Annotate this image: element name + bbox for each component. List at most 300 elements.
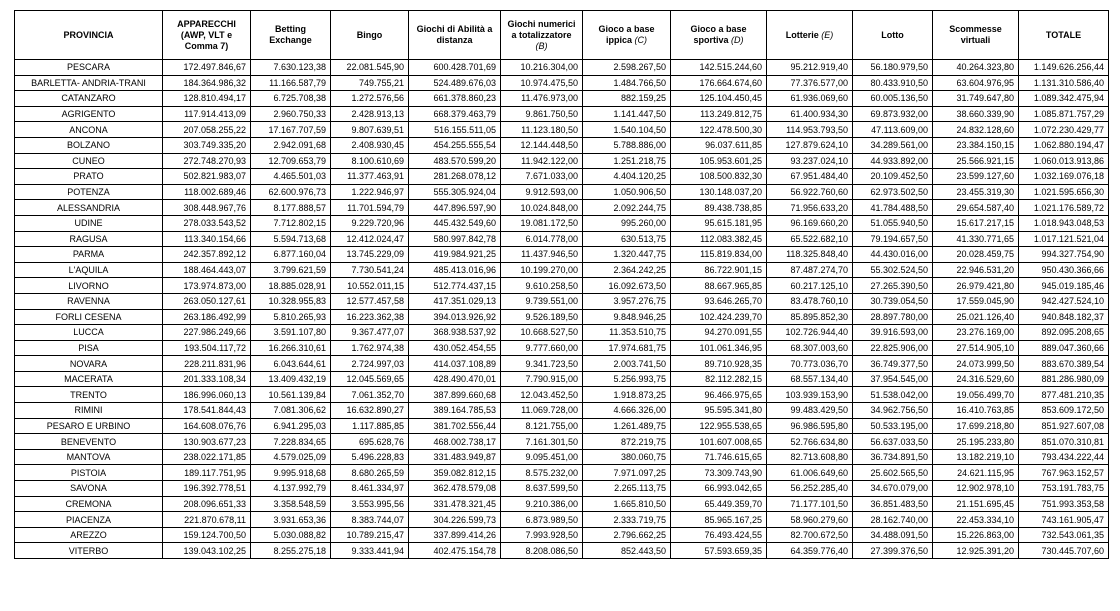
cell-lotto: 80.433.910,50 <box>853 75 933 91</box>
column-header-betting-exchange <box>251 11 331 60</box>
cell-bingo: 749.755,21 <box>331 75 409 91</box>
table-row <box>15 371 1109 387</box>
cell-giochi-abilita: 368.938.537,92 <box>409 325 501 341</box>
cell-giochi-abilita: 331.478.321,45 <box>409 496 501 512</box>
data-table-container <box>14 10 1108 559</box>
cell-apparecchi: 189.117.751,95 <box>163 465 251 481</box>
cell-lotterie: 52.766.634,80 <box>767 434 853 450</box>
cell-totale: 751.993.353,58 <box>1019 496 1109 512</box>
cell-gioco-ippica: 4.666.326,00 <box>583 403 671 419</box>
cell-scommesse-virtuali: 23.455.319,30 <box>933 184 1019 200</box>
cell-apparecchi: 272.748.270,93 <box>163 153 251 169</box>
cell-apparecchi: 178.541.844,43 <box>163 403 251 419</box>
cell-lotterie: 61.936.069,60 <box>767 91 853 107</box>
cell-lotterie: 60.217.125,10 <box>767 278 853 294</box>
table-row <box>15 200 1109 216</box>
cell-gioco-sportiva: 113.249.812,75 <box>671 106 767 122</box>
cell-provincia: NOVARA <box>15 356 163 372</box>
cell-apparecchi: 303.749.335,20 <box>163 137 251 153</box>
cell-apparecchi: 128.810.494,17 <box>163 91 251 107</box>
cell-gioco-sportiva: 66.993.042,65 <box>671 481 767 497</box>
cell-lotto: 69.873.932,00 <box>853 106 933 122</box>
cell-apparecchi: 184.364.986,32 <box>163 75 251 91</box>
column-header-scommesse-virtuali <box>933 11 1019 60</box>
cell-betting-exchange: 2.942.091,68 <box>251 137 331 153</box>
cell-totale: 1.149.626.256,44 <box>1019 60 1109 76</box>
column-header-label: Gioco a base ippica <box>598 24 655 45</box>
cell-provincia: PESARO E URBINO <box>15 418 163 434</box>
cell-betting-exchange: 62.600.976,73 <box>251 184 331 200</box>
cell-lotto: 34.289.561,00 <box>853 137 933 153</box>
cell-totale: 851.070.310,81 <box>1019 434 1109 450</box>
cell-betting-exchange: 8.255.275,18 <box>251 543 331 559</box>
cell-betting-exchange: 7.712.802,15 <box>251 215 331 231</box>
cell-gioco-ippica: 882.159,25 <box>583 91 671 107</box>
cell-giochi-numerici: 8.208.086,50 <box>501 543 583 559</box>
cell-provincia: PESCARA <box>15 60 163 76</box>
cell-lotto: 50.533.195,00 <box>853 418 933 434</box>
cell-provincia: LUCCA <box>15 325 163 341</box>
cell-lotto: 22.825.906,00 <box>853 340 933 356</box>
cell-giochi-abilita: 580.997.842,78 <box>409 231 501 247</box>
cell-scommesse-virtuali: 21.151.695,45 <box>933 496 1019 512</box>
cell-giochi-numerici: 6.873.989,50 <box>501 512 583 528</box>
cell-giochi-numerici: 9.861.750,50 <box>501 106 583 122</box>
cell-lotto: 56.637.033,50 <box>853 434 933 450</box>
cell-lotterie: 87.487.274,70 <box>767 262 853 278</box>
table-row <box>15 325 1109 341</box>
cell-lotto: 34.962.756,50 <box>853 403 933 419</box>
cell-betting-exchange: 16.266.310,61 <box>251 340 331 356</box>
cell-gioco-sportiva: 85.965.167,25 <box>671 512 767 528</box>
table-row <box>15 231 1109 247</box>
column-header-label: Betting Exchange <box>269 24 312 45</box>
cell-lotterie: 82.700.672,50 <box>767 527 853 543</box>
cell-bingo: 2.428.913,13 <box>331 106 409 122</box>
cell-scommesse-virtuali: 63.604.976,95 <box>933 75 1019 91</box>
cell-provincia: PARMA <box>15 247 163 263</box>
cell-gioco-sportiva: 88.667.965,85 <box>671 278 767 294</box>
cell-lotterie: 118.325.848,40 <box>767 247 853 263</box>
cell-lotterie: 95.212.919,40 <box>767 60 853 76</box>
cell-betting-exchange: 3.931.653,36 <box>251 512 331 528</box>
cell-giochi-abilita: 512.774.437,15 <box>409 278 501 294</box>
table-row <box>15 434 1109 450</box>
cell-provincia: PISTOIA <box>15 465 163 481</box>
cell-gioco-sportiva: 101.061.346,95 <box>671 340 767 356</box>
cell-lotto: 34.670.079,00 <box>853 481 933 497</box>
table-row <box>15 418 1109 434</box>
cell-bingo: 9.367.477,07 <box>331 325 409 341</box>
cell-scommesse-virtuali: 16.410.763,85 <box>933 403 1019 419</box>
cell-gioco-ippica: 2.003.741,50 <box>583 356 671 372</box>
cell-giochi-numerici: 8.121.755,00 <box>501 418 583 434</box>
column-header-label: APPARECCHI (AWP, VLT e Comma 7) <box>177 18 236 51</box>
cell-scommesse-virtuali: 23.276.169,00 <box>933 325 1019 341</box>
cell-provincia: TRENTO <box>15 387 163 403</box>
cell-scommesse-virtuali: 25.021.126,40 <box>933 309 1019 325</box>
cell-scommesse-virtuali: 20.028.459,75 <box>933 247 1019 263</box>
cell-bingo: 8.383.744,07 <box>331 512 409 528</box>
cell-gioco-sportiva: 115.819.834,00 <box>671 247 767 263</box>
cell-bingo: 7.730.541,24 <box>331 262 409 278</box>
cell-bingo: 8.461.334,97 <box>331 481 409 497</box>
cell-scommesse-virtuali: 19.056.499,70 <box>933 387 1019 403</box>
table-row <box>15 403 1109 419</box>
cell-bingo: 2.724.997,03 <box>331 356 409 372</box>
cell-betting-exchange: 7.630.123,38 <box>251 60 331 76</box>
cell-betting-exchange: 3.358.548,59 <box>251 496 331 512</box>
column-header-lotterie <box>767 11 853 60</box>
cell-lotterie: 96.986.595,80 <box>767 418 853 434</box>
cell-gioco-ippica: 995.260,00 <box>583 215 671 231</box>
cell-lotterie: 68.307.003,60 <box>767 340 853 356</box>
column-header-note: (B) <box>535 40 548 51</box>
cell-provincia: BENEVENTO <box>15 434 163 450</box>
column-header-note: (C) <box>634 35 648 45</box>
cell-totale: 940.848.182,37 <box>1019 309 1109 325</box>
cell-apparecchi: 188.464.443,07 <box>163 262 251 278</box>
table-row <box>15 75 1109 91</box>
cell-gioco-ippica: 5.256.993,75 <box>583 371 671 387</box>
table-row <box>15 293 1109 309</box>
table-row <box>15 496 1109 512</box>
cell-gioco-sportiva: 82.112.282,15 <box>671 371 767 387</box>
cell-apparecchi: 164.608.076,76 <box>163 418 251 434</box>
column-header-lotto <box>853 11 933 60</box>
cell-lotterie: 114.953.793,50 <box>767 122 853 138</box>
column-header-label: Giochi di Abilità a distanza <box>416 24 493 45</box>
cell-lotterie: 85.895.852,30 <box>767 309 853 325</box>
cell-totale: 883.670.389,54 <box>1019 356 1109 372</box>
cell-provincia: MANTOVA <box>15 449 163 465</box>
cell-betting-exchange: 18.885.028,91 <box>251 278 331 294</box>
cell-totale: 945.019.185,46 <box>1019 278 1109 294</box>
table-row <box>15 387 1109 403</box>
cell-giochi-abilita: 445.432.549,60 <box>409 215 501 231</box>
cell-giochi-numerici: 7.671.033,00 <box>501 169 583 185</box>
cell-bingo: 13.745.229,09 <box>331 247 409 263</box>
table-row <box>15 278 1109 294</box>
cell-giochi-numerici: 9.210.386,00 <box>501 496 583 512</box>
cell-totale: 1.131.310.586,40 <box>1019 75 1109 91</box>
cell-betting-exchange: 6.043.644,61 <box>251 356 331 372</box>
cell-gioco-ippica: 380.060,75 <box>583 449 671 465</box>
cell-provincia: PIACENZA <box>15 512 163 528</box>
cell-scommesse-virtuali: 24.073.999,50 <box>933 356 1019 372</box>
cell-scommesse-virtuali: 25.566.921,15 <box>933 153 1019 169</box>
cell-giochi-numerici: 9.912.593,00 <box>501 184 583 200</box>
cell-giochi-abilita: 387.899.660,68 <box>409 387 501 403</box>
cell-giochi-abilita: 600.428.701,69 <box>409 60 501 76</box>
cell-gioco-ippica: 7.971.097,25 <box>583 465 671 481</box>
cell-bingo: 8.680.265,59 <box>331 465 409 481</box>
cell-giochi-numerici: 9.610.258,50 <box>501 278 583 294</box>
column-header-label: Giochi numerici a totalizzatore <box>507 18 576 40</box>
cell-lotto: 79.194.657,50 <box>853 231 933 247</box>
cell-totale: 950.430.366,66 <box>1019 262 1109 278</box>
table-row <box>15 465 1109 481</box>
cell-giochi-numerici: 10.668.527,50 <box>501 325 583 341</box>
cell-apparecchi: 308.448.967,76 <box>163 200 251 216</box>
cell-scommesse-virtuali: 17.559.045,90 <box>933 293 1019 309</box>
cell-betting-exchange: 10.561.139,84 <box>251 387 331 403</box>
column-header-note: (E) <box>821 29 834 40</box>
cell-lotto: 41.784.488,50 <box>853 200 933 216</box>
cell-scommesse-virtuali: 15.617.217,15 <box>933 215 1019 231</box>
cell-provincia: RAGUSA <box>15 231 163 247</box>
cell-bingo: 16.223.362,38 <box>331 309 409 325</box>
cell-gioco-sportiva: 102.424.239,70 <box>671 309 767 325</box>
cell-lotterie: 102.726.944,40 <box>767 325 853 341</box>
cell-bingo: 1.222.946,97 <box>331 184 409 200</box>
cell-gioco-sportiva: 112.083.382,45 <box>671 231 767 247</box>
cell-giochi-abilita: 661.378.860,23 <box>409 91 501 107</box>
table-row <box>15 184 1109 200</box>
cell-giochi-numerici: 8.637.599,50 <box>501 481 583 497</box>
cell-provincia: VITERBO <box>15 543 163 559</box>
cell-gioco-ippica: 872.219,75 <box>583 434 671 450</box>
cell-gioco-ippica: 4.404.120,25 <box>583 169 671 185</box>
cell-gioco-sportiva: 71.746.615,65 <box>671 449 767 465</box>
cell-scommesse-virtuali: 23.384.150,15 <box>933 137 1019 153</box>
column-header-totale <box>1019 11 1109 60</box>
table-header <box>15 11 1109 60</box>
table-row <box>15 91 1109 107</box>
cell-giochi-abilita: 555.305.924,04 <box>409 184 501 200</box>
cell-gioco-sportiva: 94.270.091,55 <box>671 325 767 341</box>
cell-scommesse-virtuali: 25.195.233,80 <box>933 434 1019 450</box>
cell-totale: 732.543.061,35 <box>1019 527 1109 543</box>
cell-provincia: L'AQUILA <box>15 262 163 278</box>
cell-totale: 889.047.360,66 <box>1019 340 1109 356</box>
table-row <box>15 60 1109 76</box>
cell-gioco-ippica: 1.320.447,75 <box>583 247 671 263</box>
cell-bingo: 22.081.545,90 <box>331 60 409 76</box>
cell-giochi-abilita: 414.037.108,89 <box>409 356 501 372</box>
cell-betting-exchange: 5.030.088,82 <box>251 527 331 543</box>
cell-gioco-sportiva: 76.493.424,55 <box>671 527 767 543</box>
cell-apparecchi: 238.022.171,85 <box>163 449 251 465</box>
cell-betting-exchange: 11.166.587,79 <box>251 75 331 91</box>
cell-totale: 753.191.783,75 <box>1019 481 1109 497</box>
cell-gioco-sportiva: 95.595.341,80 <box>671 403 767 419</box>
cell-provincia: LIVORNO <box>15 278 163 294</box>
cell-lotto: 60.005.136,50 <box>853 91 933 107</box>
cell-scommesse-virtuali: 24.621.115,95 <box>933 465 1019 481</box>
cell-lotterie: 56.922.760,60 <box>767 184 853 200</box>
cell-scommesse-virtuali: 26.979.421,80 <box>933 278 1019 294</box>
cell-gioco-ippica: 16.092.673,50 <box>583 278 671 294</box>
table-row <box>15 262 1109 278</box>
cell-lotto: 36.749.377,50 <box>853 356 933 372</box>
cell-provincia: RAVENNA <box>15 293 163 309</box>
cell-totale: 1.089.342.475,94 <box>1019 91 1109 107</box>
column-header-bingo <box>331 11 409 60</box>
cell-lotterie: 82.713.608,80 <box>767 449 853 465</box>
cell-totale: 853.609.172,50 <box>1019 403 1109 419</box>
cell-giochi-numerici: 12.144.448,50 <box>501 137 583 153</box>
cell-gioco-ippica: 9.848.946,25 <box>583 309 671 325</box>
cell-gioco-sportiva: 73.309.743,90 <box>671 465 767 481</box>
cell-bingo: 12.412.024,47 <box>331 231 409 247</box>
cell-gioco-ippica: 1.665.810,50 <box>583 496 671 512</box>
cell-scommesse-virtuali: 12.902.978,10 <box>933 481 1019 497</box>
column-header-apparecchi <box>163 11 251 60</box>
cell-gioco-sportiva: 96.037.611,85 <box>671 137 767 153</box>
cell-lotterie: 56.252.285,40 <box>767 481 853 497</box>
cell-apparecchi: 208.096.651,33 <box>163 496 251 512</box>
cell-giochi-numerici: 7.161.301,50 <box>501 434 583 450</box>
cell-apparecchi: 159.124.700,50 <box>163 527 251 543</box>
cell-scommesse-virtuali: 38.660.339,90 <box>933 106 1019 122</box>
cell-apparecchi: 278.033.543,52 <box>163 215 251 231</box>
cell-scommesse-virtuali: 27.514.905,10 <box>933 340 1019 356</box>
cell-lotterie: 103.939.153,90 <box>767 387 853 403</box>
table-row <box>15 356 1109 372</box>
cell-provincia: BARLETTA- ANDRIA-TRANI <box>15 75 163 91</box>
cell-provincia: ALESSANDRIA <box>15 200 163 216</box>
cell-giochi-numerici: 9.777.660,00 <box>501 340 583 356</box>
cell-totale: 942.427.524,10 <box>1019 293 1109 309</box>
table-row <box>15 137 1109 153</box>
table-row <box>15 122 1109 138</box>
cell-lotto: 20.109.452,50 <box>853 169 933 185</box>
column-header-giochi-abilita <box>409 11 501 60</box>
cell-apparecchi: 242.357.892,12 <box>163 247 251 263</box>
cell-gioco-sportiva: 95.615.181,95 <box>671 215 767 231</box>
cell-scommesse-virtuali: 22.453.334,10 <box>933 512 1019 528</box>
table-row <box>15 309 1109 325</box>
cell-scommesse-virtuali: 41.330.771,65 <box>933 231 1019 247</box>
cell-apparecchi: 118.002.689,46 <box>163 184 251 200</box>
cell-gioco-ippica: 1.261.489,75 <box>583 418 671 434</box>
cell-giochi-numerici: 10.216.304,00 <box>501 60 583 76</box>
cell-bingo: 5.496.228,83 <box>331 449 409 465</box>
header-row <box>15 11 1109 60</box>
table-row <box>15 169 1109 185</box>
cell-bingo: 12.045.569,65 <box>331 371 409 387</box>
cell-giochi-numerici: 9.341.723,50 <box>501 356 583 372</box>
cell-totale: 743.161.905,47 <box>1019 512 1109 528</box>
cell-bingo: 11.701.594,79 <box>331 200 409 216</box>
cell-bingo: 3.553.995,56 <box>331 496 409 512</box>
cell-totale: 881.286.980,09 <box>1019 371 1109 387</box>
cell-lotterie: 65.522.682,10 <box>767 231 853 247</box>
cell-gioco-ippica: 2.333.719,75 <box>583 512 671 528</box>
cell-totale: 730.445.707,60 <box>1019 543 1109 559</box>
table-row <box>15 340 1109 356</box>
cell-apparecchi: 193.504.117,72 <box>163 340 251 356</box>
cell-lotterie: 71.956.633,20 <box>767 200 853 216</box>
cell-gioco-ippica: 11.353.510,75 <box>583 325 671 341</box>
column-header-label: Gioco a base sportiva <box>690 24 747 45</box>
cell-provincia: AREZZO <box>15 527 163 543</box>
cell-giochi-abilita: 430.052.454,55 <box>409 340 501 356</box>
cell-gioco-sportiva: 57.593.659,35 <box>671 543 767 559</box>
cell-giochi-abilita: 331.483.949,87 <box>409 449 501 465</box>
cell-lotto: 25.602.565,50 <box>853 465 933 481</box>
cell-lotterie: 68.557.134,40 <box>767 371 853 387</box>
table-row <box>15 106 1109 122</box>
cell-bingo: 9.807.639,51 <box>331 122 409 138</box>
cell-lotto: 28.162.740,00 <box>853 512 933 528</box>
cell-giochi-numerici: 12.043.452,50 <box>501 387 583 403</box>
cell-giochi-abilita: 362.478.579,08 <box>409 481 501 497</box>
cell-lotto: 51.538.042,00 <box>853 387 933 403</box>
cell-giochi-numerici: 9.526.189,50 <box>501 309 583 325</box>
cell-lotterie: 77.376.577,00 <box>767 75 853 91</box>
cell-apparecchi: 173.974.873,00 <box>163 278 251 294</box>
cell-gioco-ippica: 1.050.906,50 <box>583 184 671 200</box>
cell-scommesse-virtuali: 24.316.529,60 <box>933 371 1019 387</box>
cell-bingo: 12.577.457,58 <box>331 293 409 309</box>
cell-provincia: BOLZANO <box>15 137 163 153</box>
cell-betting-exchange: 5.810.265,93 <box>251 309 331 325</box>
cell-gioco-sportiva: 89.710.928,35 <box>671 356 767 372</box>
cell-giochi-numerici: 8.575.232,00 <box>501 465 583 481</box>
cell-bingo: 9.229.720,96 <box>331 215 409 231</box>
column-header-label: Scommesse virtuali <box>949 24 1002 45</box>
cell-gioco-ippica: 17.974.681,75 <box>583 340 671 356</box>
cell-bingo: 11.377.463,91 <box>331 169 409 185</box>
cell-gioco-sportiva: 86.722.901,15 <box>671 262 767 278</box>
cell-lotterie: 83.478.760,10 <box>767 293 853 309</box>
cell-scommesse-virtuali: 22.946.531,20 <box>933 262 1019 278</box>
cell-gioco-ippica: 2.364.242,25 <box>583 262 671 278</box>
cell-lotterie: 61.006.649,60 <box>767 465 853 481</box>
cell-betting-exchange: 4.465.501,03 <box>251 169 331 185</box>
cell-provincia: CREMONA <box>15 496 163 512</box>
cell-gioco-ippica: 3.957.276,75 <box>583 293 671 309</box>
cell-gioco-sportiva: 122.478.500,30 <box>671 122 767 138</box>
cell-giochi-abilita: 447.896.597,90 <box>409 200 501 216</box>
cell-giochi-abilita: 483.570.599,20 <box>409 153 501 169</box>
cell-gioco-sportiva: 108.500.832,30 <box>671 169 767 185</box>
cell-apparecchi: 186.996.060,13 <box>163 387 251 403</box>
cell-provincia: SAVONA <box>15 481 163 497</box>
cell-betting-exchange: 9.995.918,68 <box>251 465 331 481</box>
table-row <box>15 153 1109 169</box>
cell-lotto: 44.430.016,00 <box>853 247 933 263</box>
cell-lotterie: 64.359.776,40 <box>767 543 853 559</box>
cell-giochi-numerici: 19.081.172,50 <box>501 215 583 231</box>
cell-totale: 877.481.210,35 <box>1019 387 1109 403</box>
cell-giochi-abilita: 381.702.556,44 <box>409 418 501 434</box>
cell-giochi-abilita: 402.475.154,78 <box>409 543 501 559</box>
cell-provincia: UDINE <box>15 215 163 231</box>
cell-apparecchi: 263.186.492,99 <box>163 309 251 325</box>
cell-lotterie: 99.483.429,50 <box>767 403 853 419</box>
column-header-label: Lotterie <box>785 29 819 40</box>
cell-betting-exchange: 3.591.107,80 <box>251 325 331 341</box>
cell-gioco-sportiva: 125.104.450,45 <box>671 91 767 107</box>
cell-giochi-numerici: 10.199.270,00 <box>501 262 583 278</box>
table-row <box>15 543 1109 559</box>
cell-giochi-abilita: 668.379.463,79 <box>409 106 501 122</box>
cell-gioco-ippica: 2.092.244,75 <box>583 200 671 216</box>
cell-lotto: 51.055.940,50 <box>853 215 933 231</box>
cell-gioco-sportiva: 176.664.674,60 <box>671 75 767 91</box>
cell-totale: 1.021.595.656,30 <box>1019 184 1109 200</box>
cell-giochi-abilita: 337.899.414,26 <box>409 527 501 543</box>
cell-provincia: POTENZA <box>15 184 163 200</box>
cell-gioco-sportiva: 89.438.738,85 <box>671 200 767 216</box>
gaming-revenue-table <box>14 10 1109 559</box>
cell-bingo: 1.272.576,56 <box>331 91 409 107</box>
cell-giochi-abilita: 485.413.016,96 <box>409 262 501 278</box>
cell-bingo: 10.789.215,47 <box>331 527 409 543</box>
